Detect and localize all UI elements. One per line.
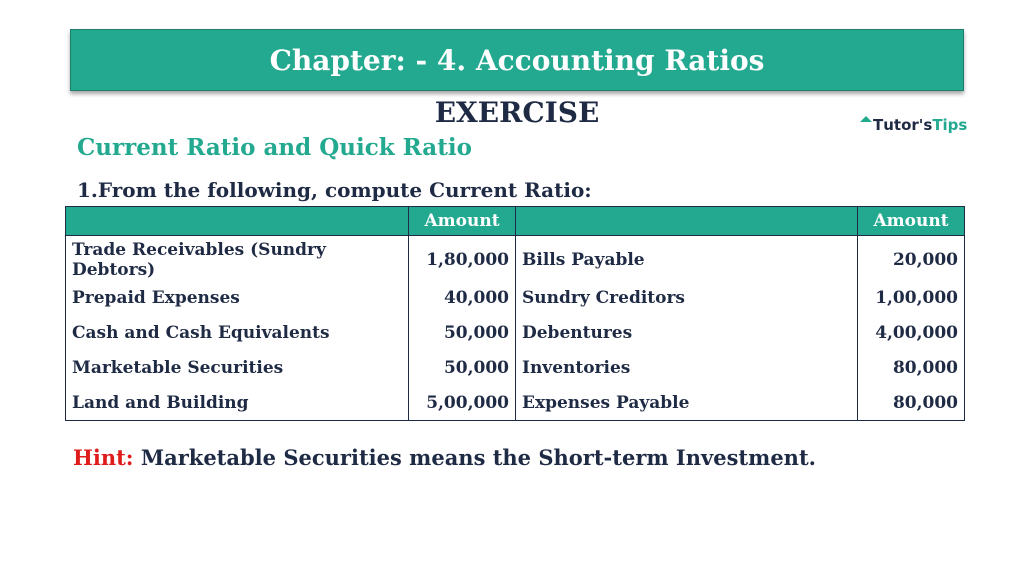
table-cell: Inventories <box>516 350 858 385</box>
table-cell: Expenses Payable <box>516 385 858 421</box>
section-subtitle: Current Ratio and Quick Ratio <box>77 134 472 161</box>
table-header-cell: Amount <box>858 207 965 236</box>
table-cell: 4,00,000 <box>858 315 965 350</box>
table-row <box>66 280 965 315</box>
table-cell: Trade Receivables (Sundry Debtors) <box>66 236 409 281</box>
question-text: 1.From the following, compute Current Ratio: <box>77 178 592 202</box>
tutors-tips-logo <box>860 116 967 134</box>
hint-line <box>73 445 816 470</box>
logo-suffix: Tips <box>932 116 968 134</box>
logo-middle: utor's <box>883 116 933 134</box>
table-cell: 80,000 <box>858 350 965 385</box>
table-cell: 1,80,000 <box>409 236 516 281</box>
table-cell: 1,00,000 <box>858 280 965 315</box>
hint-text: Marketable Securities means the Short-term Investment. <box>140 445 816 470</box>
table-header-row <box>66 207 965 236</box>
chapter-title: Chapter: - 4. Accounting Ratios <box>269 43 765 77</box>
table-row <box>66 236 965 281</box>
exercise-heading: EXERCISE <box>434 96 600 129</box>
table-header-cell: Amount <box>409 207 516 236</box>
table-cell: Land and Building <box>66 385 409 421</box>
table-cell: 80,000 <box>858 385 965 421</box>
table-cell: Sundry Creditors <box>516 280 858 315</box>
chapter-banner <box>70 29 964 91</box>
logo-prefix: T <box>873 116 884 134</box>
table-cell: 50,000 <box>409 350 516 385</box>
table-header-cell <box>516 207 858 236</box>
table-row <box>66 315 965 350</box>
graduation-cap-icon <box>860 116 872 122</box>
table-cell: Debentures <box>516 315 858 350</box>
table-header-cell <box>66 207 409 236</box>
table-cell: 50,000 <box>409 315 516 350</box>
balance-table <box>65 206 965 421</box>
hint-label: Hint: <box>73 445 134 470</box>
table-cell: Bills Payable <box>516 236 858 281</box>
table-cell: 20,000 <box>858 236 965 281</box>
table-row <box>66 385 965 421</box>
table-cell: Prepaid Expenses <box>66 280 409 315</box>
table-cell: Marketable Securities <box>66 350 409 385</box>
table-row <box>66 350 965 385</box>
table-cell: Cash and Cash Equivalents <box>66 315 409 350</box>
table-cell: 40,000 <box>409 280 516 315</box>
table-cell: 5,00,000 <box>409 385 516 421</box>
